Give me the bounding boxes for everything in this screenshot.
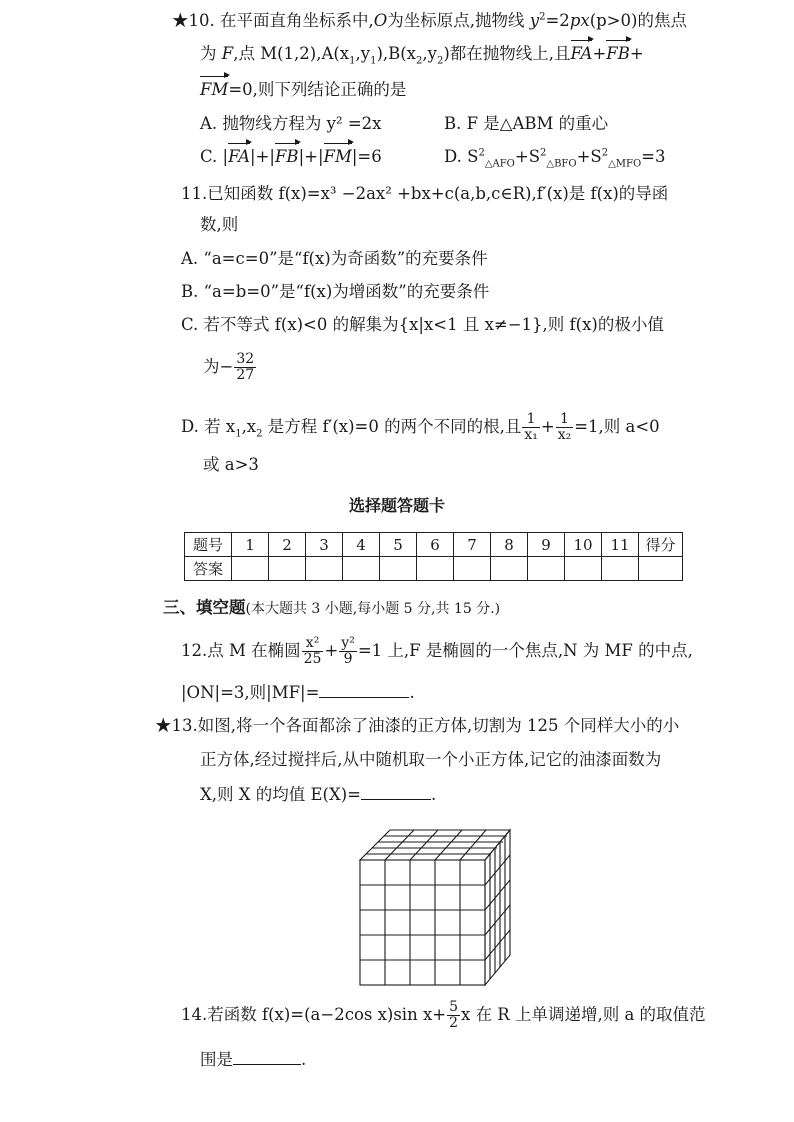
frac-num: y² — [341, 635, 355, 651]
q10-d-text: D. S — [444, 147, 479, 166]
question-number-cell: 5 — [380, 533, 417, 557]
q14-period: . — [301, 1050, 307, 1069]
cube-figure — [355, 825, 515, 987]
q12-text: =1 上,F 是椭圆的一个焦点,N 为 MF 的中点, — [357, 641, 693, 660]
q12-answer-blank[interactable] — [319, 681, 409, 698]
answer-cell[interactable] — [343, 557, 380, 581]
q13-line2: 正方体,经过搅拌后,从中随机取一个小正方体,记它的油漆面数为 — [200, 750, 662, 769]
question-number-cell: 11 — [602, 533, 639, 557]
q13-period: . — [430, 785, 437, 804]
q10-option-d: D. $S^2_{\triangle AFO}+S^2_{\triangle BFO}+S^2_{\triangle MFO}=3$ — [444, 147, 666, 170]
q11-text: 已知函数 f(x)=x³ −2ax² +bx+c(a,b,c∈R),f′(x)是 f(x)的导函 — [207, 184, 669, 203]
q14-text: 围是 — [200, 1050, 233, 1069]
score-label-cell: 得分 — [639, 533, 683, 557]
q11-option-d-cont: 或 a>3 — [203, 455, 259, 474]
q13-text: 如图,将一个各面都涂了油漆的正方体,切割为 125 个同样大小的小 — [197, 716, 680, 735]
q10-text: ,y — [422, 44, 437, 63]
frac-den: x₂ — [557, 427, 572, 443]
score-cell[interactable] — [639, 557, 683, 581]
q14-answer-blank[interactable] — [233, 1048, 301, 1065]
q10-cond: (p>0)的焦点 — [589, 11, 687, 30]
q10-text: )都在抛物线上,且 — [443, 44, 571, 63]
q10-eq: =2 — [545, 11, 570, 30]
q11-d-text: D. 若 x — [181, 417, 236, 436]
q11-option-b: B. “a=b=0”是“f(x)为增函数”的充要条件 — [181, 282, 490, 301]
q11-line1 — [181, 183, 668, 205]
plus-sign: + — [592, 44, 607, 63]
q10-o: O — [373, 11, 388, 30]
question-number-cell: 8 — [491, 533, 528, 557]
frac-den: 27 — [236, 367, 255, 383]
question-number-cell: 10 — [565, 533, 602, 557]
q10-d-text: =3 — [641, 147, 666, 166]
q12-text: |ON|=3,则|MF|= — [181, 683, 320, 702]
q10-d-sub: △MFO — [608, 158, 642, 170]
answer-row-label: 答案 — [185, 557, 232, 581]
answer-card-number-row — [185, 533, 683, 557]
answer-cell[interactable] — [454, 557, 491, 581]
number-row-label: 题号 — [185, 533, 232, 557]
q10-text: ,y — [355, 44, 371, 63]
q10-option-a: A. 抛物线方程为 y² =2x — [200, 114, 382, 133]
plus-sign: + — [514, 147, 529, 166]
q10-line1: ★10. 在平面直角坐标系中,O为坐标原点,抛物线 $y^2=2px(p>0)$的焦点 — [172, 11, 687, 30]
fraction-1-x2 — [556, 412, 574, 443]
frac-den: 25 — [303, 651, 322, 667]
vector-fm: FM — [323, 147, 352, 166]
plus-sign: + — [576, 147, 591, 166]
q10-f: F — [221, 44, 234, 63]
q14-text: 若函数 f(x)=(a−2cos x)sin x+ — [207, 1005, 447, 1024]
answer-cell[interactable] — [491, 557, 528, 581]
answer-cell[interactable] — [417, 557, 454, 581]
q11-option-c-cont — [203, 352, 257, 383]
fraction-y2-9 — [339, 636, 357, 667]
q10-line3 — [200, 79, 406, 101]
frac-num: x² — [302, 636, 324, 652]
answer-cell[interactable] — [565, 557, 602, 581]
q12-line1 — [181, 636, 693, 667]
q10-px: px — [569, 11, 590, 30]
q10-c-text: |=6 — [351, 147, 382, 166]
q10-y: y — [529, 11, 540, 30]
frac-den: 2 — [449, 1015, 459, 1031]
question-number-cell: 3 — [306, 533, 343, 557]
frac-num: 32 — [236, 351, 255, 367]
q10-points: ,点 M(1,2),A(x — [233, 44, 350, 63]
q10-text: 为 — [200, 44, 217, 63]
fraction-32-27 — [234, 352, 256, 383]
answer-card-answer-row — [185, 557, 683, 581]
q14-line1 — [181, 1000, 706, 1031]
question-number-cell: 1 — [232, 533, 269, 557]
question-number-cell: 4 — [343, 533, 380, 557]
plus-sign: + — [629, 44, 644, 63]
answer-cell[interactable] — [528, 557, 565, 581]
q11-d-text: 是方程 f′(x)=0 的两个不同的根,且 — [262, 417, 522, 436]
q11-option-d: D. 若 $x_1,x_2$ 是方程 f′(x)=0 的两个不同的根,且 $\frac{1}{\text{x₁}}$ + $\frac{1}{\text{x₂}}$ =1,则 a<0 — [181, 411, 660, 443]
answer-cell[interactable] — [232, 557, 269, 581]
fraction-5-2 — [447, 1000, 460, 1031]
q14-number: 14. — [181, 1005, 208, 1024]
star-icon: ★ — [172, 11, 189, 30]
q13-number: 13. — [171, 716, 198, 735]
q10-option-b: B. F 是△ABM 的重心 — [444, 114, 609, 133]
fraction-x2-25 — [302, 636, 324, 667]
vector-fa: FA — [228, 147, 251, 166]
question-number-cell: 6 — [417, 533, 454, 557]
answer-cell[interactable] — [306, 557, 343, 581]
q10-c-text: |+| — [298, 147, 324, 166]
answer-card-title: 选择题答题卡 — [348, 496, 445, 515]
frac-num: 5 — [449, 999, 459, 1015]
answer-cell[interactable] — [380, 557, 417, 581]
q11-line2: 数,则 — [200, 215, 239, 234]
question-number-cell: 9 — [528, 533, 565, 557]
answer-cell[interactable] — [269, 557, 306, 581]
question-number-cell: 7 — [454, 533, 491, 557]
fraction-1-x1 — [522, 412, 540, 443]
star-icon: ★ — [155, 716, 172, 735]
frac-num: 1 — [522, 412, 540, 428]
q10-number: 10. — [188, 11, 215, 30]
vector-fm: FM — [200, 80, 229, 99]
q10-d-sub: △AFO — [484, 158, 515, 170]
frac-den: x₁ — [524, 427, 538, 443]
section3-heading — [163, 597, 500, 620]
q12-line2 — [181, 681, 415, 704]
vector-fb: FB — [606, 44, 630, 63]
answer-cell[interactable] — [602, 557, 639, 581]
q10-text: =0,则下列结论正确的是 — [228, 80, 407, 99]
question-number-cell: 2 — [269, 533, 306, 557]
q10-d-sub: △BFO — [546, 158, 577, 170]
q13-line3 — [200, 783, 436, 806]
q11-d-text: =1,则 a<0 — [574, 417, 660, 436]
plus-sign: + — [540, 417, 555, 436]
q10-c-text: C. | — [200, 147, 229, 166]
q13-text: X,则 X 的均值 E(X)= — [200, 785, 361, 804]
section3-title: 三、填空题 — [163, 598, 246, 617]
q12-number: 12. — [181, 641, 208, 660]
q11-option-c: C. 若不等式 f(x)<0 的解集为{x|x<1 且 x≠−1},则 f(x)的极小值 — [181, 315, 664, 334]
vector-fa: FA — [570, 44, 593, 63]
q11-option-a: A. “a=c=0”是“f(x)为奇函数”的充要条件 — [181, 249, 488, 268]
q10-c-text: |+| — [250, 147, 275, 166]
q11-c-text: 为− — [203, 357, 234, 376]
q10-text: ),B(x — [376, 44, 416, 63]
plus-sign: + — [324, 641, 339, 660]
q13-line1 — [155, 715, 679, 737]
q10-text: 在平面直角坐标系中, — [220, 11, 374, 30]
section3-note: (本大题共 3 小题,每小题 5 分,共 15 分.) — [245, 601, 501, 617]
q13-answer-blank[interactable] — [361, 783, 431, 800]
q14-line2 — [200, 1048, 306, 1071]
frac-num: 1 — [556, 412, 574, 428]
q12-period: . — [409, 683, 415, 702]
q10-line2: 为 F,点 $M(1,2),A(x_1,y_1),B(x_2,y_2)$都在抛物线上,且FA+FB+ — [200, 44, 644, 67]
frac-den: 9 — [343, 651, 353, 667]
q11-d-text: ,x — [241, 417, 257, 436]
q10-text: 为坐标原点,抛物线 — [387, 11, 525, 30]
q14-text: x 在 R 上单调递增,则 a 的取值范 — [461, 1005, 706, 1024]
q10-option-c — [200, 146, 382, 168]
vector-fb: FB — [274, 147, 299, 166]
q12-text: 点 M 在椭圆 — [207, 641, 301, 660]
q11-number: 11. — [181, 184, 208, 203]
answer-card-table — [184, 532, 683, 581]
